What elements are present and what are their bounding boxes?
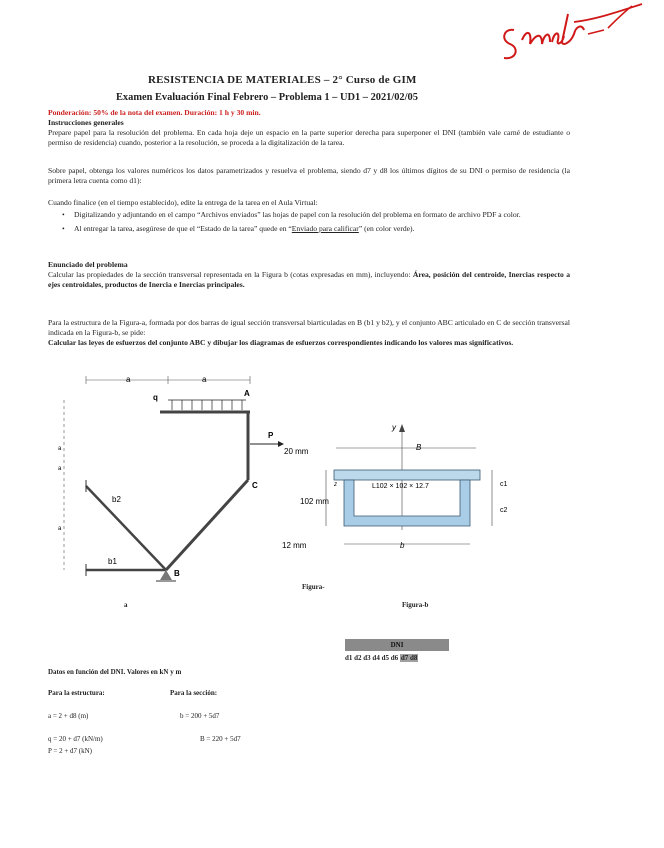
data-P: P = 2 + d7 (kN) [48, 747, 92, 755]
submit-status-link[interactable]: Enviado para calificar [291, 223, 359, 233]
figure-a-caption: Figura- [302, 583, 325, 591]
dim-s2: a [58, 466, 62, 472]
list-item: • Al entregar la tarea, asegúrese de que el “Estado de la tarea” quede en “Enviado para calificar” (en color verde). [62, 224, 570, 234]
instructions-heading: Instrucciones generales [48, 118, 124, 127]
channel-label: L102 × 102 × 12.7 [372, 483, 429, 490]
page-subtitle: Examen Evaluación Final Febrero – Problema 1 – UD1 – 2021/02/05 [116, 92, 418, 103]
statement-p3: Calcular las leyes de esfuerzos del conjunto ABC y dibujar los diagramas de esfuerzos correspondientes indicando los valores mas significativos. [48, 338, 514, 347]
data-heading: Datos en función del DNI. Valores en kN y m [48, 668, 182, 676]
instructions-p2: Sobre papel, obtenga los valores numéricos los datos parametrizados y resuelva el problema, siendo d7 y d8 los últimos dígitos de su DNI o permiso de residencia (la primera letra cuenta como d1): [48, 166, 570, 185]
dim-s3: a [58, 526, 62, 532]
section-heading: Para la sección: [170, 689, 218, 697]
figure-a-caption-letter: a [124, 601, 128, 609]
list-item: • Digitalizando y adjuntando en el campo “Archivos enviados” las hojas de papel con la resolución del problema en formato de archivo PDF a color. [62, 210, 570, 220]
label-A: A [244, 389, 250, 398]
data-b: b = 200 + 5d7 [180, 712, 220, 720]
dim-flange-thickness: 20 mm [284, 447, 309, 456]
instructions-p1: Prepare papel para la resolución del problema. En cada hoja deje un espacio en la parte superior derecha para superponer el DNI (también vale carné de estudiante o permiso de residencia) cuando, posterior a la resolución, se proceda a la digitalización de la tarea. [48, 128, 570, 147]
data-q: q = 20 + d7 (kN/m) [48, 735, 103, 743]
dim-a1: a [126, 375, 131, 384]
axis-z: z [334, 482, 337, 488]
dni-digits: d1 d2 d3 d4 d5 d6 d7 d8 [345, 654, 418, 662]
dim-s1: a [58, 446, 62, 452]
axis-y: y [392, 423, 396, 432]
data-a: a = 2 + d8 (m) [48, 712, 89, 720]
structure-heading: Para la estructura: [48, 689, 105, 697]
figure-b [270, 420, 530, 570]
statement-heading: Enunciado del problema [48, 260, 128, 269]
weighting-note: Ponderación: 50% de la nota del examen. Duración: 1 h y 30 min. [48, 108, 261, 117]
label-b2: b2 [112, 495, 121, 504]
dim-b: b [400, 541, 405, 550]
dim-a2: a [202, 375, 207, 384]
label-b1: b1 [108, 557, 117, 566]
label-B: B [174, 569, 180, 578]
instructions-p3: Cuando finalice (en el tiempo establecido), edite la entrega de la tarea en el Aula Virtual: [48, 198, 318, 207]
label-C: C [252, 481, 258, 490]
page-title: RESISTENCIA DE MATERIALES – 2° Curso de GIM [148, 74, 417, 86]
statement-p1: Calcular las propiedades de la sección transversal representada en la Figura b (cotas expresadas en mm), incluyendo: Área, posición del centroide, Inercias respecto a ejes centroidales, productos de Inercia e Inercias principales. [48, 270, 570, 289]
instructions-list [62, 210, 570, 237]
statement-p2: Para la estructura de la Figura-a, formada por dos barras de igual sección transversal biarticuladas en B (b1 y b2), y el conjunto ABC articulado en C de sección transversal indicada en la Figura-b, se pide: [48, 318, 570, 337]
signature [492, 0, 664, 80]
dim-c2: c2 [500, 507, 508, 514]
dni-header: DNI [345, 639, 449, 651]
data-B: B = 220 + 5d7 [200, 735, 241, 743]
dim-c1: c1 [500, 481, 508, 488]
figure-b-caption: Figura-b [402, 601, 429, 609]
label-P: P [268, 431, 274, 440]
figure-a [40, 370, 300, 590]
dim-B: B [416, 443, 422, 452]
dim-web-thickness: 12 mm [282, 541, 307, 550]
label-q: q [153, 393, 158, 402]
dim-height: 102 mm [300, 497, 329, 506]
